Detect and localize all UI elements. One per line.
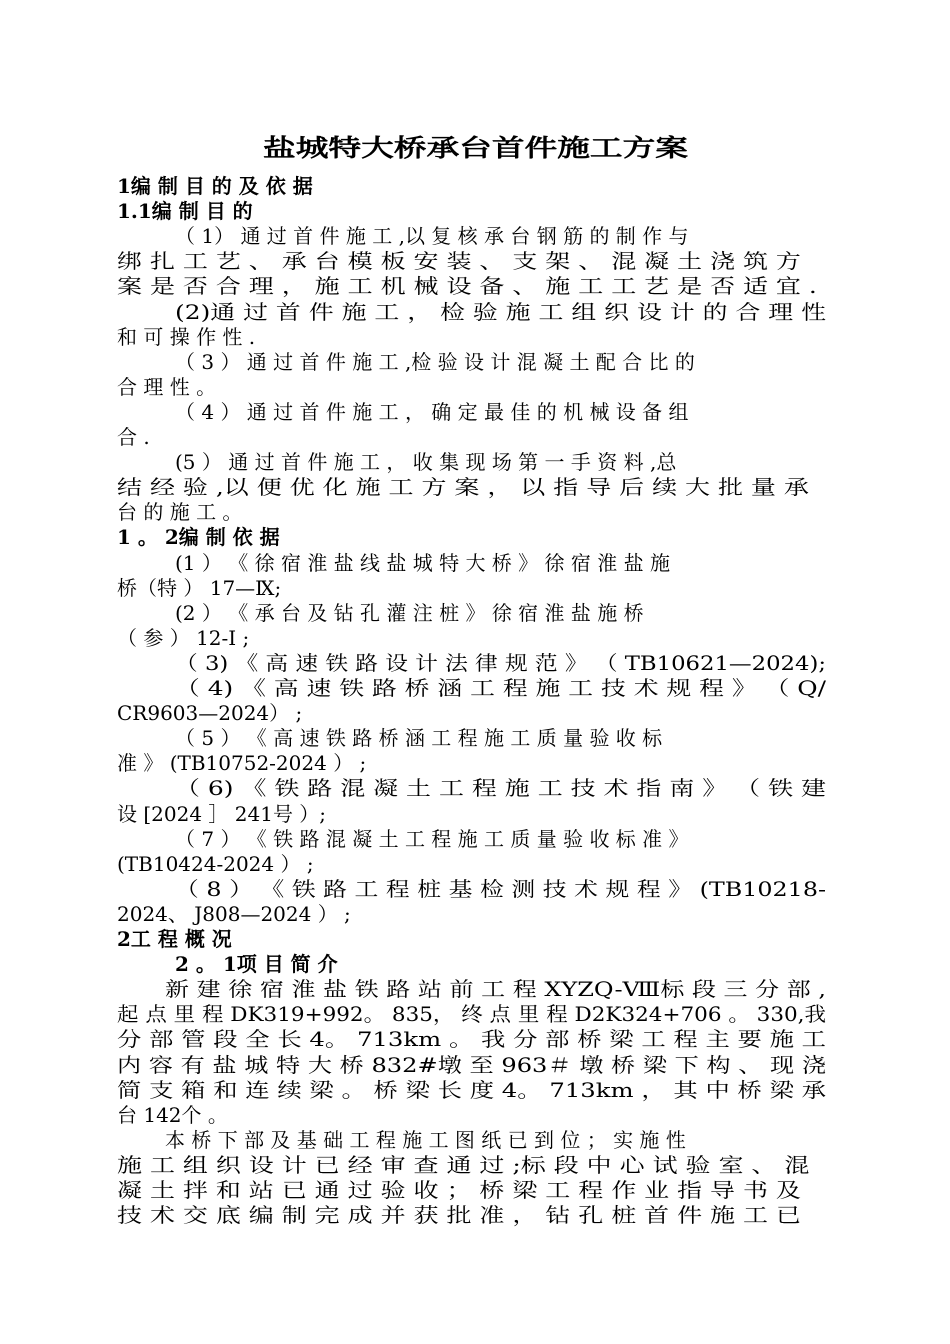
body-line: 合 理 性 。 xyxy=(117,375,217,399)
body-line: 结 经 验 ,以 便 优 化 施 工 方 案 ， 以 指 导 后 续 大 批 量 承 xyxy=(117,475,809,499)
body-line: 施 工 组 织 设 计 已 经 审 查 通 过 ;标 段 中 心 试 验 室 、 混 xyxy=(117,1153,810,1177)
body-line: （ 3) 《 高 速 铁 路 设 计 法 律 规 范 》 （ TB10621—2024); xyxy=(175,651,826,675)
body-line: 新 建 徐 宿 淮 盐 铁 路 站 前 工 程 XYZQ-Ⅷ标 段 三 分 部 , xyxy=(165,977,827,1001)
body-line: (5 ） 通 过 首 件 施 工 ， 收 集 现 场 第 一 手 资 料 ,总 xyxy=(175,450,677,474)
section-heading: 2 。 1项 目 简 介 xyxy=(175,952,338,976)
body-line: 内 容 有 盐 城 特 大 桥 832#墩 至 963＃ 墩 桥 梁 下 构 、 现 浇 xyxy=(117,1053,826,1077)
body-line: 分 部 管 段 全 长 4。 713km 。 我 分 部 桥 梁 工 程 主 要 施 工 xyxy=(117,1027,827,1051)
body-line: 技 术 交 底 编 制 完 成 并 获 批 准 ， 钻 孔 桩 首 件 施 工 已 xyxy=(117,1203,801,1227)
body-line: 台 142个 。 xyxy=(117,1103,228,1127)
body-line: 准 》 (TB10752-2024 ） ; xyxy=(117,751,367,775)
body-line: （ 参 ） 12-Ⅰ ; xyxy=(117,626,250,650)
body-line: （ 1） 通 过 首 件 施 工 ,以 复 核 承 台 钢 筋 的 制 作 与 xyxy=(175,224,689,248)
section-heading: 2工 程 概 况 xyxy=(117,927,232,951)
body-line: CR9603—2024） ; xyxy=(117,701,303,725)
body-line: 合 . xyxy=(117,425,150,449)
body-line: 简 支 箱 和 连 续 梁 。 桥 梁 长 度 4。 713km ， 其 中 桥 梁 承 xyxy=(117,1078,827,1102)
section-heading: 1 。 2编 制 依 据 xyxy=(117,525,280,549)
body-line: 2024、 J808—2024 ） ; xyxy=(117,902,351,926)
body-line: 起 点 里 程 DK319+992。 835， 终 点 里 程 D2K324+706 。 330,我 xyxy=(117,1002,826,1026)
body-line: (2)通 过 首 件 施 工 ， 检 验 施 工 组 织 设 计 的 合 理 性 xyxy=(175,300,827,324)
body-line: （ 4 ） 通 过 首 件 施 工 ， 确 定 最 佳 的 机 械 设 备 组 xyxy=(175,400,689,424)
body-line: （ 4) 《 高 速 铁 路 桥 涵 工 程 施 工 技 术 规 程 》 （ Q/ xyxy=(175,676,827,700)
section-heading: 1编 制 目 的 及 依 据 xyxy=(117,174,313,198)
body-line: （ 3 ） 通 过 首 件 施 工 ,检 验 设 计 混 凝 土 配 合 比 的 xyxy=(175,350,695,374)
body-line: (TB10424-2024 ） ; xyxy=(117,852,314,876)
section-heading: 1.1编 制 目 的 xyxy=(117,199,253,223)
document-title: 盐城特大桥承台首件施工方案 xyxy=(263,133,688,162)
body-line: (1 ） 《 徐 宿 淮 盐 线 盐 城 特 大 桥 》 徐 宿 淮 盐 施 xyxy=(175,551,670,575)
body-line: 设 [2024 ］ 241号 ）; xyxy=(117,802,327,826)
body-line: 和 可 操 作 性 . xyxy=(117,325,256,349)
body-line: （ 8 ） 《 铁 路 工 程 桩 基 检 测 技 术 规 程 》 (TB10218- xyxy=(175,877,827,901)
body-line: （ 7 ） 《 铁 路 混 凝 土 工 程 施 工 质 量 验 收 标 准 》 xyxy=(175,827,689,851)
body-line: 桥（特 ） 17—Ⅸ; xyxy=(117,576,282,600)
body-line: 凝 土 拌 和 站 已 通 过 验 收 ； 桥 梁 工 程 作 业 指 导 书 及 xyxy=(117,1178,801,1202)
body-line: 绑 扎 工 艺 、 承 台 模 板 安 装 、 支 架 、 混 凝 土 浇 筑 方 xyxy=(117,249,801,273)
body-line: 台 的 施 工 。 xyxy=(117,500,243,524)
body-line: （ 5 ） 《 高 速 铁 路 桥 涵 工 程 施 工 质 量 验 收 标 xyxy=(175,726,663,750)
body-line: 本 桥 下 部 及 基 础 工 程 施 工 图 纸 已 到 位 ； 实 施 性 xyxy=(165,1128,686,1152)
body-line: 案 是 否 合 理 ， 施 工 机 械 设 备 、 施 工 工 艺 是 否 适 宜 . xyxy=(117,274,817,298)
body-line: （ 6) 《 铁 路 混 凝 土 工 程 施 工 技 术 指 南 》 （ 铁 建 xyxy=(175,776,826,800)
body-line: (2 ） 《 承 台 及 钻 孔 灌 注 桩 》 徐 宿 淮 盐 施 桥 xyxy=(175,601,644,625)
